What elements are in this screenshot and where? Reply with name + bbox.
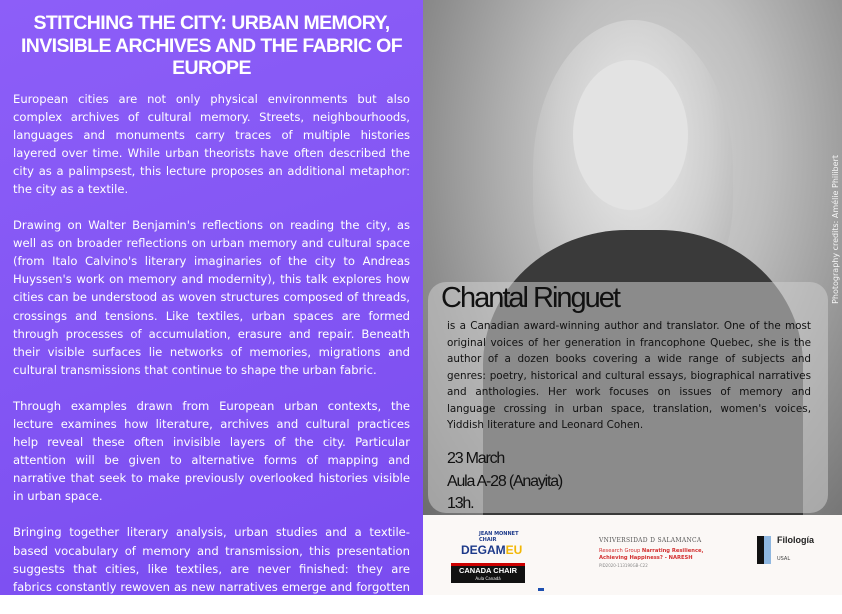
event-date: 23 March [447,450,505,467]
canada-chair-logo: CANADA CHAIR Aula Canadá [451,563,525,583]
photo-face [573,60,688,210]
lecture-title: STITCHING THE CITY: URBAN MEMORY, INVISIBLE ARCHIVES AND THE FABRIC OF EUROPE [20,12,403,79]
degameu-logo: JEAN MONNET CHAIR DEGAMEU [461,531,523,557]
abstract-paragraph: European cities are not only physical environments but also complex archives of cultural memory. Streets, neighbourhoods, languages and monuments carry traces of multiple histories layered over time. While urban theorists have often described the city as a palimpsest, this lecture proposes an additional metaphor: the city as a textile. [13,91,410,196]
event-time: 13h. [447,495,474,512]
filologia-mark-icon [757,536,771,564]
speaker-photo [423,0,842,515]
abstract-paragraph: Bringing together literary analysis, urban studies and a textile-based vocabulary of memory and transmission, this presentation suggests that cities, like textiles, are never finished: they are fabrics constantly rewoven as new narratives emerge and forgotten histories return to the surface. [13,525,410,612]
logo-bar [423,515,842,595]
eu-flag-icon [538,588,544,591]
speaker-bio: is a Canadian award-winning author and translator. One of the most original voices of her generation in francophone Quebec, she is the author of a dozen books covering a wide range of subjects and genres: poetry, historical and cultural essays, biographical narratives and anthologies. Her work focuses on issues of memory and language crossing in urban space, translation, women's voices, Yiddish literature and Leonard Cohen. [447,320,811,431]
speaker-name: Chantal Ringuet [441,282,619,314]
speaker-panel [423,0,842,595]
event-room: Aula A-28 (Anayita) [447,473,563,490]
abstract-paragraph: Drawing on Walter Benjamin's reflections on reading the city, as well as on broader reflections on urban memory and cultural space (from Italo Calvino's literary imaginaries of the city to Andreas Huyssen's work on memory and modernity), this talk explores how cities can be understood as woven structures composed of threads, crossings and tensions. Like textiles, urban spaces are formed through processes of accumulation, erasure and repair. Beneath their visible surfaces lie networks of memories, migrations and cultural transmissions that continue to shape the urban fabric. [13,218,410,377]
abstract-paragraph: Through examples drawn from European urban contexts, the lecture examines how literature, archives and cultural practices help reveal these often invisible layers of the city. Particular attention will be given to alternative forms of mapping and narrative that seek to make previously overlooked histories visible in urban space. [13,398,410,504]
filologia-usal-logo: Filología USAL [757,535,814,564]
usal-research-logo: VNIVERSIDAD D SALAMANCA Research Group Narrating Resilience, Achieving Happiness? - NARESH PID2020-113190GB-C22 [599,537,704,568]
photo-credit: Photography credits: Amélie Philibert [831,155,840,304]
